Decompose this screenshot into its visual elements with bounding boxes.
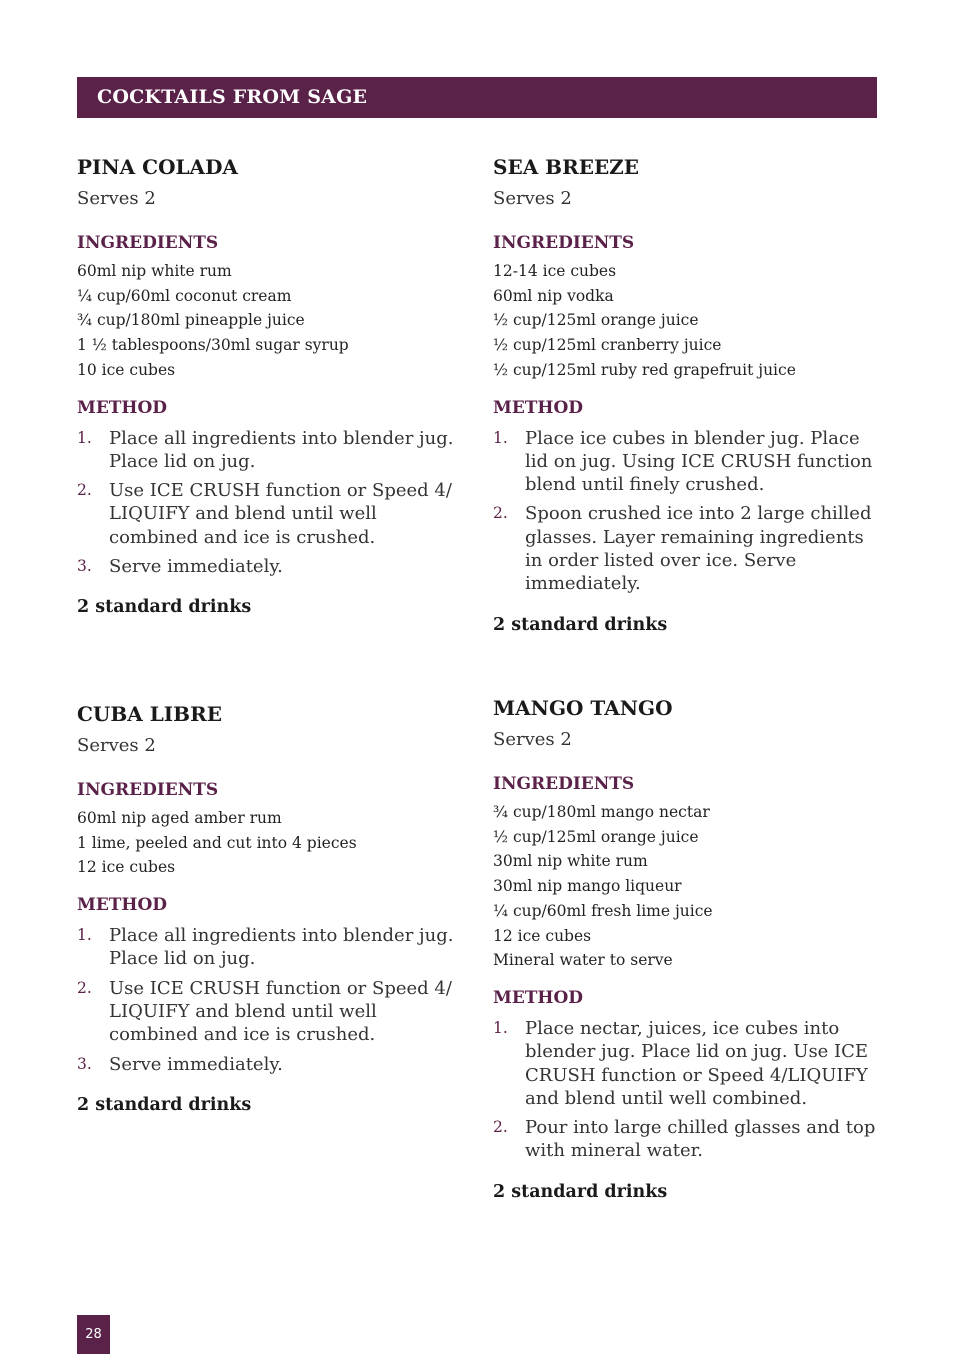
ingredient-item: ½ cup/125ml ruby red grapefruit juice — [493, 360, 796, 379]
recipe-sea-breeze — [493, 155, 878, 636]
ingredient-item: 12 ice cubes — [493, 926, 592, 945]
ingredient-item: ¼ cup/60ml fresh lime juice — [493, 901, 713, 920]
step-number: 3. — [77, 557, 92, 575]
recipe-serves: Serves 2 — [77, 735, 156, 756]
ingredient-item: 60ml nip aged amber rum — [77, 809, 282, 827]
ingredients-heading: INGREDIENTS — [77, 233, 219, 253]
step-text: Serve immediately. — [109, 556, 283, 577]
step-number: 1. — [493, 428, 508, 447]
standard-drinks: 2 standard drinks — [77, 1094, 252, 1115]
recipe-serves: Serves 2 — [77, 188, 156, 209]
ingredient-item: 30ml nip white rum — [493, 852, 648, 871]
recipe-title: CUBA LIBRE — [77, 702, 222, 726]
ingredients-heading: INGREDIENTS — [493, 233, 635, 253]
ingredient-item: ½ cup/125ml orange juice — [493, 311, 699, 330]
ingredients-list — [493, 259, 878, 383]
ingredient-item: ¼ cup/60ml coconut cream — [77, 286, 292, 305]
step-number: 1. — [77, 926, 92, 945]
step-text: Use ICE CRUSH function or Speed 4/ LIQUIFY and blend until well combined and ice is crushed. — [109, 480, 452, 548]
step-number: 1. — [77, 428, 92, 447]
ingredients-heading: INGREDIENTS — [77, 780, 219, 800]
method-steps — [77, 924, 462, 1076]
ingredient-item: 60ml nip white rum — [77, 262, 232, 280]
recipe-serves: Serves 2 — [493, 188, 572, 209]
step-text: Place all ingredients into blender jug. Place lid on jug. — [109, 427, 454, 472]
ingredient-item: ½ cup/125ml cranberry juice — [493, 336, 722, 355]
recipe-title: SEA BREEZE — [493, 155, 640, 179]
ingredients-list — [77, 806, 462, 880]
method-step — [77, 479, 462, 549]
method-step — [493, 1017, 878, 1110]
step-text: Use ICE CRUSH function or Speed 4/ LIQUIFY and blend until well combined and ice is crushed. — [109, 977, 452, 1046]
method-step — [77, 1053, 462, 1076]
ingredient-item: 1 ½ tablespoons/30ml sugar syrup — [77, 336, 349, 355]
section-title: COCKTAILS FROM SAGE — [97, 86, 368, 108]
step-number: 2. — [77, 978, 92, 997]
step-text: Pour into large chilled glasses and top with mineral water. — [525, 1117, 876, 1162]
method-step — [493, 427, 878, 497]
page-number: 28 — [77, 1315, 110, 1354]
ingredient-item: ¾ cup/180ml mango nectar — [493, 803, 710, 821]
step-text: Place nectar, juices, ice cubes into blender jug. Place lid on jug. Use ICE CRUSH function or Speed 4/LIQUIFY and blend until well combined. — [525, 1017, 869, 1109]
recipe-cuba-libre — [77, 702, 462, 1116]
step-number: 2. — [77, 481, 92, 500]
ingredient-item: 1 lime, peeled and cut into 4 pieces — [77, 833, 357, 852]
method-steps — [493, 427, 878, 596]
step-number: 2. — [493, 1118, 508, 1137]
ingredient-item: ¾ cup/180ml pineapple juice — [77, 311, 305, 330]
step-text: Place ice cubes in blender jug. Place lid on jug. Using ICE CRUSH function blend until finely crushed. — [525, 427, 873, 496]
method-step — [77, 555, 462, 578]
method-heading: METHOD — [493, 397, 584, 418]
recipe-title: PINA COLADA — [77, 155, 238, 179]
step-text: Spoon crushed ice into 2 large chilled glasses. Layer remaining ingredients in order listed over ice. Serve immediately. — [525, 503, 872, 595]
ingredient-item: 30ml nip mango liqueur — [493, 877, 682, 896]
standard-drinks: 2 standard drinks — [77, 597, 252, 618]
method-step — [77, 924, 462, 971]
ingredients-heading: INGREDIENTS — [493, 774, 635, 794]
recipe-title: MANGO TANGO — [493, 696, 673, 720]
ingredient-item: 60ml nip vodka — [493, 286, 614, 305]
step-number: 2. — [493, 504, 508, 523]
ingredient-item: Mineral water to serve — [493, 951, 673, 970]
ingredient-item: 12-14 ice cubes — [493, 262, 617, 280]
step-text: Place all ingredients into blender jug. Place lid on jug. — [109, 925, 454, 970]
recipe-pina-colada — [77, 155, 462, 618]
recipe-mango-tango — [493, 696, 878, 1203]
ingredients-list — [77, 259, 462, 383]
ingredient-item: 12 ice cubes — [77, 858, 176, 877]
method-step — [493, 1116, 878, 1163]
ingredients-list — [493, 800, 878, 973]
method-heading: METHOD — [77, 397, 168, 418]
step-number: 1. — [493, 1018, 508, 1037]
ingredient-item: ½ cup/125ml orange juice — [493, 827, 699, 846]
method-step — [77, 427, 462, 474]
recipe-serves: Serves 2 — [493, 729, 572, 750]
method-heading: METHOD — [493, 987, 584, 1008]
method-steps — [77, 427, 462, 579]
method-step — [77, 977, 462, 1047]
ingredient-item: 10 ice cubes — [77, 360, 176, 379]
standard-drinks: 2 standard drinks — [493, 1181, 668, 1202]
step-number: 3. — [77, 1054, 92, 1073]
method-steps — [493, 1017, 878, 1163]
section-header — [77, 77, 877, 118]
standard-drinks: 2 standard drinks — [493, 614, 668, 635]
method-heading: METHOD — [77, 895, 168, 916]
method-step — [493, 502, 878, 595]
step-text: Serve immediately. — [109, 1053, 283, 1075]
